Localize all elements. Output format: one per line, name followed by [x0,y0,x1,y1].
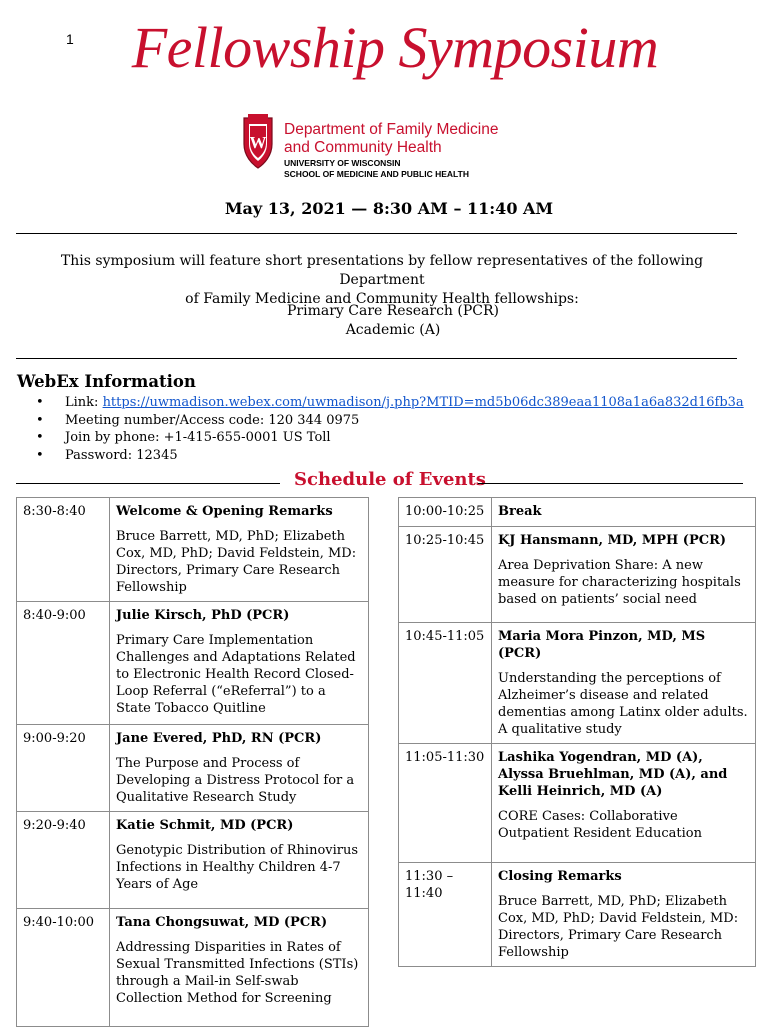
webex-password: • Password: 12345 [36,447,744,465]
schedule-details [492,863,756,967]
presentation-title: Addressing Disparities in Rates of Sexual Transmitted Infections (STIs) through a Mail-in Self-swab Collection Method for Screening [116,940,359,1006]
schedule-details [110,602,369,725]
presentation-title: The Purpose and Process of Developing a Distress Protocol for a Qualitative Research Study [116,756,355,805]
schedule-row [399,863,756,967]
schedule-details [492,498,756,527]
divider-middle [16,358,737,359]
schedule-table-right [398,497,756,967]
event-date: May 13, 2021 — 8:30 AM – 11:40 AM [224,199,554,218]
intro-text [24,252,740,309]
divider-top [16,233,737,234]
presentation-title: Area Deprivation Share: A new measure for characterizing hospitals based on patients’ social need [498,558,741,607]
intro-line-2: of Family Medicine and Community Health fellowships: [185,291,579,307]
presentation-title: Bruce Barrett, MD, PhD; Elizabeth Cox, MD, PhD; David Feldstein, MD: Directors, Primary Care Research Fellowship [116,529,357,595]
presenter-name: Katie Schmit, MD (PCR) [116,818,294,833]
schedule-time: 8:40-9:00 [17,602,110,725]
fellowship-list [0,302,770,340]
intro-line-1: This symposium will feature short presentations by fellow representatives of the following Department [60,253,704,288]
schedule-row [17,812,369,909]
schedule-table-left [16,497,369,1027]
presentation-title: Genotypic Distribution of Rhinovirus Infections in Healthy Children 4-7 Years of Age [116,843,359,892]
presentation-title: Primary Care Implementation Challenges and Adaptations Related to Electronic Health Record Closed-Loop Referral (“eReferral”) to a State Tobacco Quitline [116,633,356,716]
schedule-row [399,744,756,863]
schedule-details [110,909,369,1027]
schedule-row [17,498,369,602]
schedule-time: 9:00-9:20 [17,725,110,812]
department-line-2: and Community Health [284,139,442,156]
schedule-time: 10:25-10:45 [399,527,492,623]
schedule-row [399,527,756,623]
schedule-rule-right [478,483,743,484]
schedule-time: 8:30-8:40 [17,498,110,602]
schedule-details [492,623,756,744]
webex-link-item: • Link: https://uwmadison.webex.com/uwmadison/j.php?MTID=md5b06dc389eaa1108a1a6a832d16fb3a [36,394,744,412]
crest-letter: W [249,133,267,152]
schedule-time: 9:40-10:00 [17,909,110,1027]
presenter-name: Break [498,504,542,519]
university-name [284,158,469,179]
presenter-name: Maria Mora Pinzon, MD, MS (PCR) [498,629,706,661]
schedule-details [492,744,756,863]
page-title: Fellowship Symposium [131,15,659,80]
schedule-details [492,527,756,623]
schedule-time: 11:30 – 11:40 [399,863,492,967]
schedule-row [399,623,756,744]
department-line-1: Department of Family Medicine [284,121,499,138]
presentation-title: Bruce Barrett, MD, PhD; Elizabeth Cox, MD, PhD; David Feldstein, MD: Directors, Primary Care Research Fellowship [498,894,739,960]
presenter-name: Jane Evered, PhD, RN (PCR) [116,731,322,746]
schedule-row [17,725,369,812]
presenter-name: Julie Kirsch, PhD (PCR) [116,608,290,623]
schedule-details [110,725,369,812]
presenter-name: Welcome & Opening Remarks [116,504,333,519]
presenter-name: Tana Chongsuwat, MD (PCR) [116,915,328,930]
webex-link[interactable]: https://uwmadison.webex.com/uwmadison/j.php?MTID=md5b06dc389eaa1108a1a6a832d16fb3a [102,395,744,410]
presentation-title: CORE Cases: Collaborative Outpatient Resident Education [498,809,702,841]
schedule-row [17,602,369,725]
university-line: UNIVERSITY OF WISCONSIN [284,158,401,168]
schedule-time: 10:00-10:25 [399,498,492,527]
fellowship-pcr: Primary Care Research (PCR) [287,303,499,319]
schedule-time: 10:45-11:05 [399,623,492,744]
schedule-details [110,498,369,602]
school-line: SCHOOL OF MEDICINE AND PUBLIC HEALTH [284,168,469,179]
presenter-name: KJ Hansmann, MD, MPH (PCR) [498,533,727,548]
webex-heading: WebEx Information [17,372,196,391]
schedule-heading: Schedule of Events [294,469,486,490]
schedule-time: 9:20-9:40 [17,812,110,909]
webex-meeting-number: • Meeting number/Access code: 120 344 0975 [36,412,744,430]
schedule-row [399,498,756,527]
fellowship-academic: Academic (A) [345,322,441,338]
presentation-title: Understanding the perceptions of Alzheimer’s disease and related dementias among Latinx older adults. A qualitative study [498,671,748,737]
presenter-name: Lashika Yogendran, MD (A), Alyssa Bruehlman, MD (A), and Kelli Heinrich, MD (A) [498,750,728,799]
uw-crest-logo [240,112,276,174]
schedule-time: 11:05-11:30 [399,744,492,863]
page-number: 1 [66,31,74,47]
webex-phone: • Join by phone: +1-415-655-0001 US Toll [36,429,744,447]
department-name [284,121,499,157]
schedule-row [17,909,369,1027]
schedule-details [110,812,369,909]
presenter-name: Closing Remarks [498,869,622,884]
webex-info-list [36,394,744,464]
